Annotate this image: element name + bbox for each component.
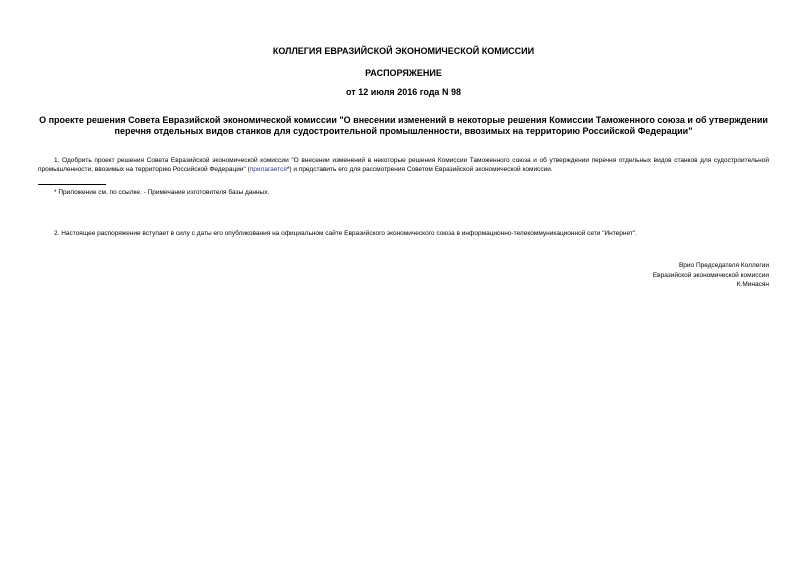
signature-position: Врио Председателя Коллегии <box>678 262 769 269</box>
document-date: от 12 июля 2016 года N 98 <box>346 87 461 97</box>
paragraph-1-text-start: 1. Одобрить проект решения Совета Евразийской экономической комиссии "О внесении изменений в некоторые решения Комиссии Таможенного союза и об утверждении перечня отдельных видов станков для судостроительной промышленности, ввозимых на территорию Российской Федерации" ( <box>38 157 769 173</box>
footnote: * Приложение см. по ссылке. - Примечание изготовителя базы данных. <box>54 189 270 196</box>
attachment-link[interactable]: прилагается <box>249 165 287 173</box>
paragraph-1 <box>38 157 769 174</box>
paragraph-1-text-end: *) и представить его для рассмотрения Советом Евразийской экономической комиссии. <box>286 165 553 173</box>
signature-name: К.Минасян <box>736 281 769 288</box>
footnote-divider <box>38 184 106 185</box>
signature-organization: Евразийской экономической комиссии <box>652 271 769 279</box>
paragraph-2: 2. Настоящее распоряжение вступает в силу с даты его опубликования на официальном сайте Евразийского экономического союза в информационно-телекоммуникационной сети "Интернет". <box>54 230 637 237</box>
document-type: РАСПОРЯЖЕНИЕ <box>365 68 442 78</box>
organization-title: КОЛЛЕГИЯ ЕВРАЗИЙСКОЙ ЭКОНОМИЧЕСКОЙ КОМИССИИ <box>272 46 535 56</box>
signature-block <box>653 261 769 290</box>
document-subject: О проекте решения Совета Евразийской экономической комиссии "О внесении изменений в некоторые решения Комиссии Таможенного союза и об утверждении перечня отдельных видов станков для судостроительной промышленности, ввозимых на территорию Российской Федерации" <box>39 115 768 136</box>
